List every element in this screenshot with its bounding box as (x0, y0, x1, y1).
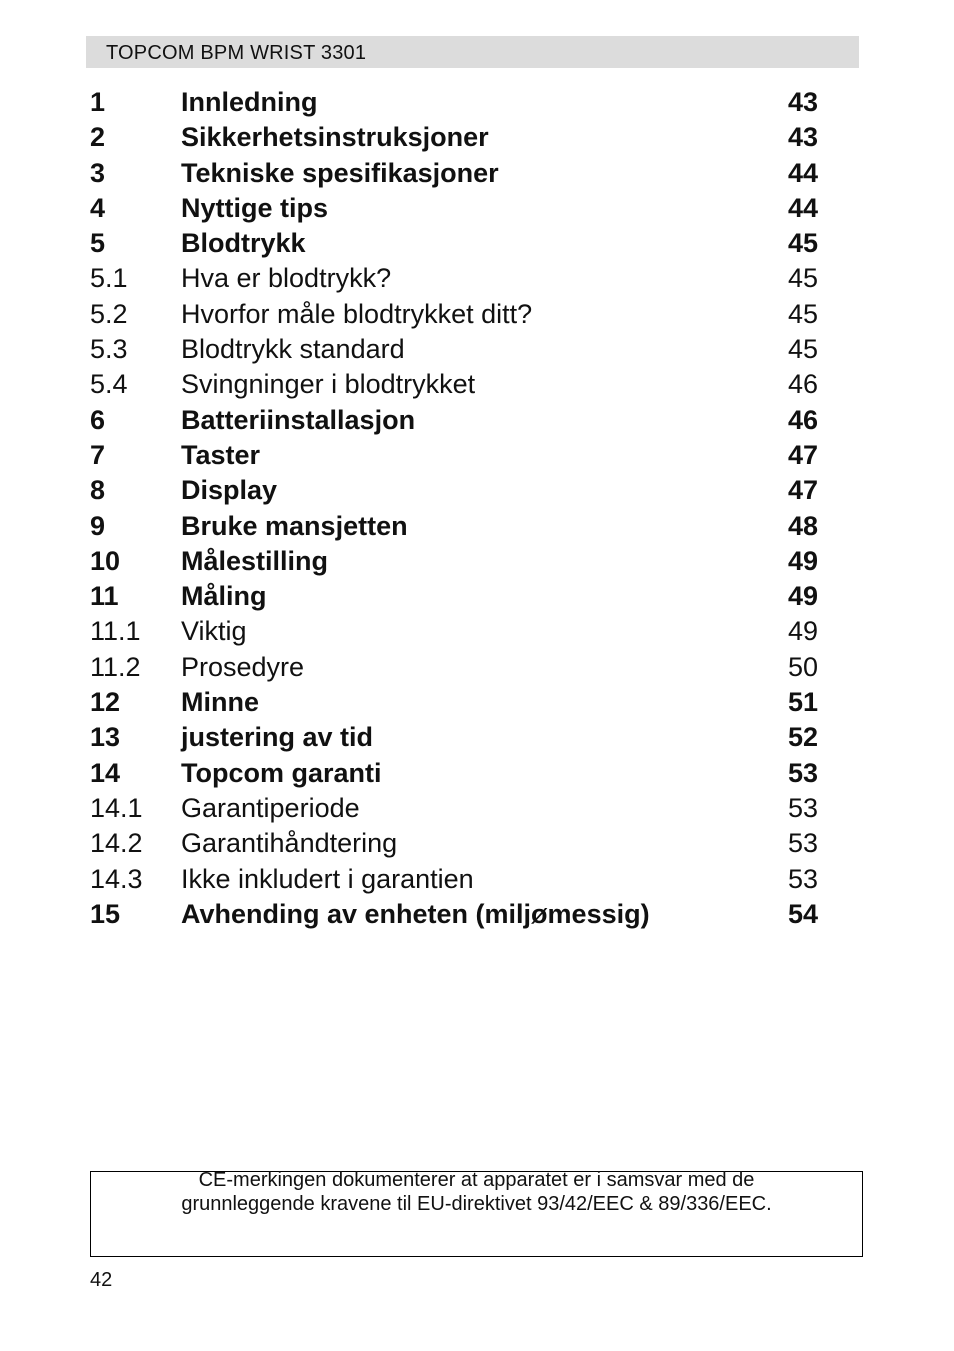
toc-entry-page: 49 (787, 545, 818, 576)
toc-entry-page: 46 (787, 369, 818, 400)
toc-entry-subsection[interactable] (90, 367, 820, 402)
toc-entry-number: 9 (90, 510, 106, 541)
toc-entry-title: Blodtrykk standard (181, 334, 405, 365)
toc-entry-section[interactable] (90, 85, 820, 120)
toc-entry-title: Garantiperiode (181, 792, 360, 823)
toc-entry-subsection[interactable] (90, 826, 820, 861)
ce-notice-line-2: grunnleggende kravene til EU-direktivet 93/42/EEC & 89/336/EEC. (181, 1193, 772, 1215)
toc-entry-subsection[interactable] (90, 614, 820, 649)
toc-entry-title: Innledning (181, 87, 318, 117)
toc-entry-title: Bruke mansjetten (181, 510, 408, 541)
toc-entry-page: 53 (787, 863, 818, 894)
toc-entry-page: 43 (787, 122, 818, 153)
toc-entry-number: 5.2 (90, 298, 128, 329)
running-header (86, 36, 859, 68)
toc-entry-subsection[interactable] (90, 297, 820, 332)
toc-entry-number: 14.2 (90, 828, 143, 859)
toc-entry-title: Minne (181, 687, 259, 718)
toc-entry-number: 11.2 (90, 651, 141, 682)
toc-entry-section[interactable] (90, 897, 820, 932)
toc-entry-number: 2 (90, 122, 106, 153)
toc-entry-page: 45 (787, 334, 818, 365)
toc-entry-subsection[interactable] (90, 791, 820, 826)
toc-entry-title: Avhending av enheten (miljømessig) (181, 898, 650, 929)
toc-entry-title: Topcom garanti (181, 757, 382, 788)
toc-entry-section[interactable] (90, 191, 820, 226)
toc-entry-title: Ikke inkludert i garantien (181, 863, 474, 894)
toc-entry-subsection[interactable] (90, 650, 820, 685)
toc-entry-number: 6 (90, 404, 106, 435)
toc-entry-number: 10 (90, 545, 121, 576)
toc-entry-section[interactable] (90, 579, 820, 614)
toc-entry-subsection[interactable] (90, 332, 820, 367)
toc-entry-page: 47 (787, 439, 818, 470)
toc-entry-page: 49 (787, 581, 818, 612)
toc-entry-number: 12 (90, 687, 121, 718)
toc-entry-page: 45 (787, 228, 818, 259)
toc-entry-subsection[interactable] (90, 862, 820, 897)
toc-entry-page: 53 (787, 757, 818, 788)
toc-entry-title: Display (181, 475, 278, 506)
toc-entry-title: justering av tid (181, 722, 374, 753)
toc-entry-subsection[interactable] (90, 261, 820, 296)
toc-entry-section[interactable] (90, 120, 820, 155)
toc-entry-page: 51 (787, 687, 818, 718)
toc-entry-title: Svingninger i blodtrykket (181, 369, 476, 400)
toc-entry-section[interactable] (90, 438, 820, 473)
toc-entry-page: 50 (787, 651, 818, 682)
document-title: TOPCOM BPM WRIST 3301 (106, 42, 367, 64)
toc-entry-page: 53 (787, 792, 818, 823)
toc-entry-section[interactable] (90, 544, 820, 579)
toc-entry-section[interactable] (90, 156, 820, 191)
toc-entry-number: 5.1 (90, 263, 128, 294)
toc-entry-title: Hvorfor måle blodtrykket ditt? (181, 298, 533, 329)
toc-entry-section[interactable] (90, 226, 820, 261)
toc-entry-title: Måling (181, 581, 267, 612)
toc-entry-title: Taster (181, 439, 261, 470)
ce-notice-text (91, 1168, 862, 1216)
toc-entry-page: 45 (787, 298, 818, 329)
toc-entry-number: 14 (90, 757, 121, 788)
toc-entry-number: 5.4 (90, 369, 128, 400)
toc-entry-number: 8 (90, 475, 106, 506)
toc-entry-title: Prosedyre (181, 651, 305, 682)
toc-entry-title: Viktig (181, 616, 247, 647)
toc-entry-page: 46 (787, 404, 818, 435)
toc-entry-page: 49 (787, 616, 818, 647)
toc-entry-number: 5 (90, 228, 106, 259)
toc-entry-page: 44 (787, 192, 818, 223)
toc-entry-page: 43 (787, 87, 818, 117)
toc-entry-number: 7 (90, 439, 106, 470)
toc-entry-section[interactable] (90, 473, 820, 508)
toc-entry-page: 48 (787, 510, 818, 541)
toc-entry-title: Nyttige tips (181, 192, 329, 223)
ce-notice-box (90, 1171, 863, 1257)
table-of-contents (90, 85, 820, 932)
toc-entry-page: 53 (787, 828, 818, 859)
toc-entry-page: 52 (787, 722, 818, 753)
toc-entry-number: 14.1 (90, 792, 143, 823)
toc-entry-number: 5.3 (90, 334, 128, 365)
toc-entry-number: 3 (90, 157, 106, 188)
toc-entry-number: 11 (90, 581, 119, 612)
toc-entry-title: Hva er blodtrykk? (181, 263, 392, 294)
toc-entry-section[interactable] (90, 720, 820, 755)
toc-entry-number: 14.3 (90, 863, 143, 894)
toc-entry-title: Blodtrykk (181, 228, 306, 259)
toc-entry-section[interactable] (90, 509, 820, 544)
toc-entry-section[interactable] (90, 403, 820, 438)
toc-entry-title: Tekniske spesifikasjoner (181, 157, 499, 188)
toc-entry-page: 45 (787, 263, 818, 294)
toc-entry-page: 54 (787, 898, 818, 929)
toc-entry-number: 11.1 (90, 616, 141, 647)
toc-entry-page: 44 (787, 157, 818, 188)
toc-entry-number: 4 (90, 192, 106, 223)
toc-entry-title: Sikkerhetsinstruksjoner (181, 122, 489, 153)
toc-entry-title: Målestilling (181, 545, 329, 576)
toc-entry-section[interactable] (90, 756, 820, 791)
toc-entry-section[interactable] (90, 685, 820, 720)
toc-entry-title: Batteriinstallasjon (181, 404, 416, 435)
ce-notice-line-1: CE-merkingen dokumenterer at apparatet er i samsvar med de (198, 1169, 755, 1191)
page-number: 42 (90, 1269, 113, 1291)
toc-entry-page: 47 (787, 475, 818, 506)
toc-entry-number: 13 (90, 722, 121, 753)
toc-entry-title: Garantihåndtering (181, 828, 398, 859)
toc-entry-number: 15 (90, 898, 121, 929)
toc-entry-number: 1 (90, 87, 106, 117)
